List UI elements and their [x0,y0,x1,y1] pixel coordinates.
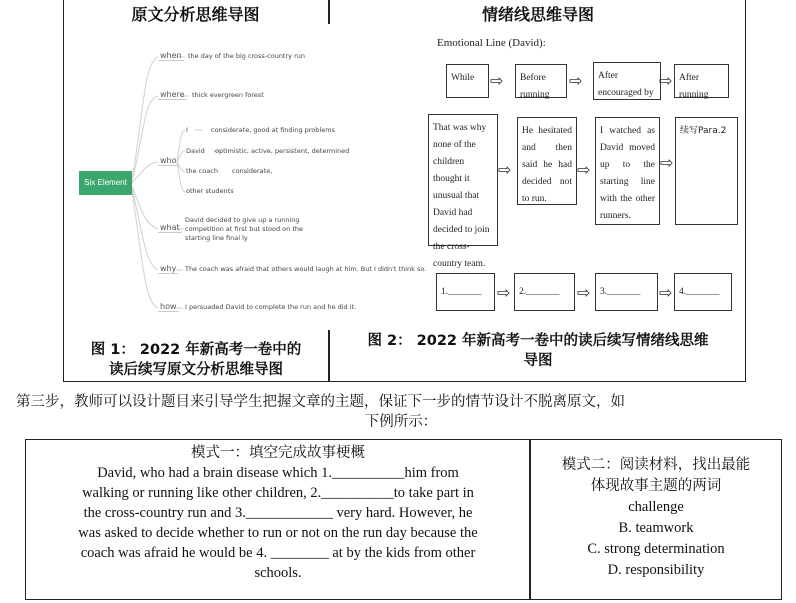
right-arrow-icon: ⇨ [659,71,673,90]
figure1-caption-line1: 图 1： 2022 年新高考一卷中的 [90,342,302,358]
right-arrow-icon: ⇨ [577,283,591,302]
emo-row1-box: After encouraged by [593,62,661,100]
pattern1-line: schools. [254,565,302,581]
mindmap-node-how: how [160,302,177,311]
pattern2-option: D. responsibility [607,562,705,578]
figure1-caption-line2: 读后续写原文分析思维导图 [109,362,283,378]
right-arrow-icon: ⇨ [497,283,511,302]
mindmap-node-why: why [160,264,177,273]
pattern2-option: C. strong determination [587,541,725,557]
emo-row2-box: He hesitated and then said he had decided not to run. [517,117,577,205]
right-arrow-icon: ⇨ [498,160,512,179]
pattern1-title: 模式一：填空完成故事梗概 [191,445,365,461]
emo-row3-box: 1._______ [436,273,495,311]
pattern1-line: walking or running like other children, 2.__________to take part in [82,485,474,501]
emo-row1-box: Before running [515,64,567,98]
body-paragraph [16,392,786,432]
mindmap-leaf: I [186,126,188,134]
mindmap-leaf: David [186,147,205,155]
right-arrow-icon: ⇨ [490,71,504,90]
pattern2-option: challenge [628,499,684,515]
emo-row3-box: 3._______ [595,273,658,311]
emo-row2-box: 续写Para.2 [675,117,738,225]
emo-row2-box: That was why none of the children thought it unusual that David had decided to join the cross-country team. [428,114,498,246]
figure-block-divider [328,330,330,382]
emo-row2-box: I watched as David moved up to the starting line with the other runners. [595,117,660,225]
right-arrow-icon: ⇨ [660,153,674,172]
header-left: 原文分析思维导图 [131,5,260,24]
pattern1-line: coach was afraid he would be 4. ________ at by the kids from other [80,545,476,561]
body-paragraph-line1: 第三步，教师可以设计题目来引导学生把握文章的主题，保证下一步的情节设计不脱离原文，如 [16,394,625,410]
pattern2-option: B. teamwork [618,520,694,536]
mindmap-leaf: the coach [186,167,218,175]
figure2-caption-line2: 导图 [523,353,553,369]
pattern1-line: the cross-country run and 3.____________ very hard. However, he [83,505,473,521]
mindmap-node-where: where [160,90,185,99]
emo-row3-box: 2._______ [514,273,575,311]
mindmap-center [79,171,132,195]
mindmap-leaf: considerate, [232,167,273,175]
mindmap-node-when: when [160,51,182,60]
body-paragraph-line2: 下例所示： [364,414,438,430]
figure2-caption [331,331,745,371]
pattern2-title-line2: 体现故事主题的两词 [590,478,722,494]
mindmap-leaf: other students [186,187,234,195]
mindmap-leaf: David decided to give up a running competition at first but stood on the starting line final ly [185,216,304,242]
pattern1-line: was asked to decide whether to run or not on the run day because the [78,525,478,541]
mindmap-leaf: The coach was afraid that others would laugh at him. But I didn't think so. [185,265,427,273]
figure2-caption-line1: 图 2： 2022 年新高考一卷中的读后续写情绪线思维 [367,333,709,349]
mindmap-node-who: who [160,156,177,165]
emo-row3-box: 4._______ [674,273,732,311]
emo-row1-box: After running [674,64,729,98]
pattern2-cell [533,455,779,581]
pattern1-text [30,463,526,583]
mindmap-leaf: thick evergreen forest [192,91,264,99]
mindmap-leaf: I persuaded David to complete the run and he did it. [185,303,357,311]
pattern2-title-line1: 模式二：阅读材料，找出最能 [561,457,751,473]
right-arrow-icon: ⇨ [577,160,591,179]
mindmap-center-label: Six Element [84,178,127,187]
right-arrow-icon: ⇨ [569,71,583,90]
emo-row1-box: While [446,64,489,98]
pattern-table-divider [529,439,531,600]
mindmap-leaf: the day of the big cross-country run [188,52,305,60]
emotional-title: Emotional Line (David): [437,37,546,49]
figure1-caption [64,340,328,380]
mindmap-leaf: optimistic, active, persistent, determined [215,147,350,155]
pattern1-line: David, who had a brain disease which 1.__________him from [97,465,459,481]
header-right: 情绪线思维导图 [481,5,594,24]
pattern1-cell [30,443,526,583]
mindmap-leaf: considerate, good at finding problems [211,126,335,134]
right-arrow-icon: ⇨ [659,283,673,302]
mindmap-node-what: what [160,223,180,232]
